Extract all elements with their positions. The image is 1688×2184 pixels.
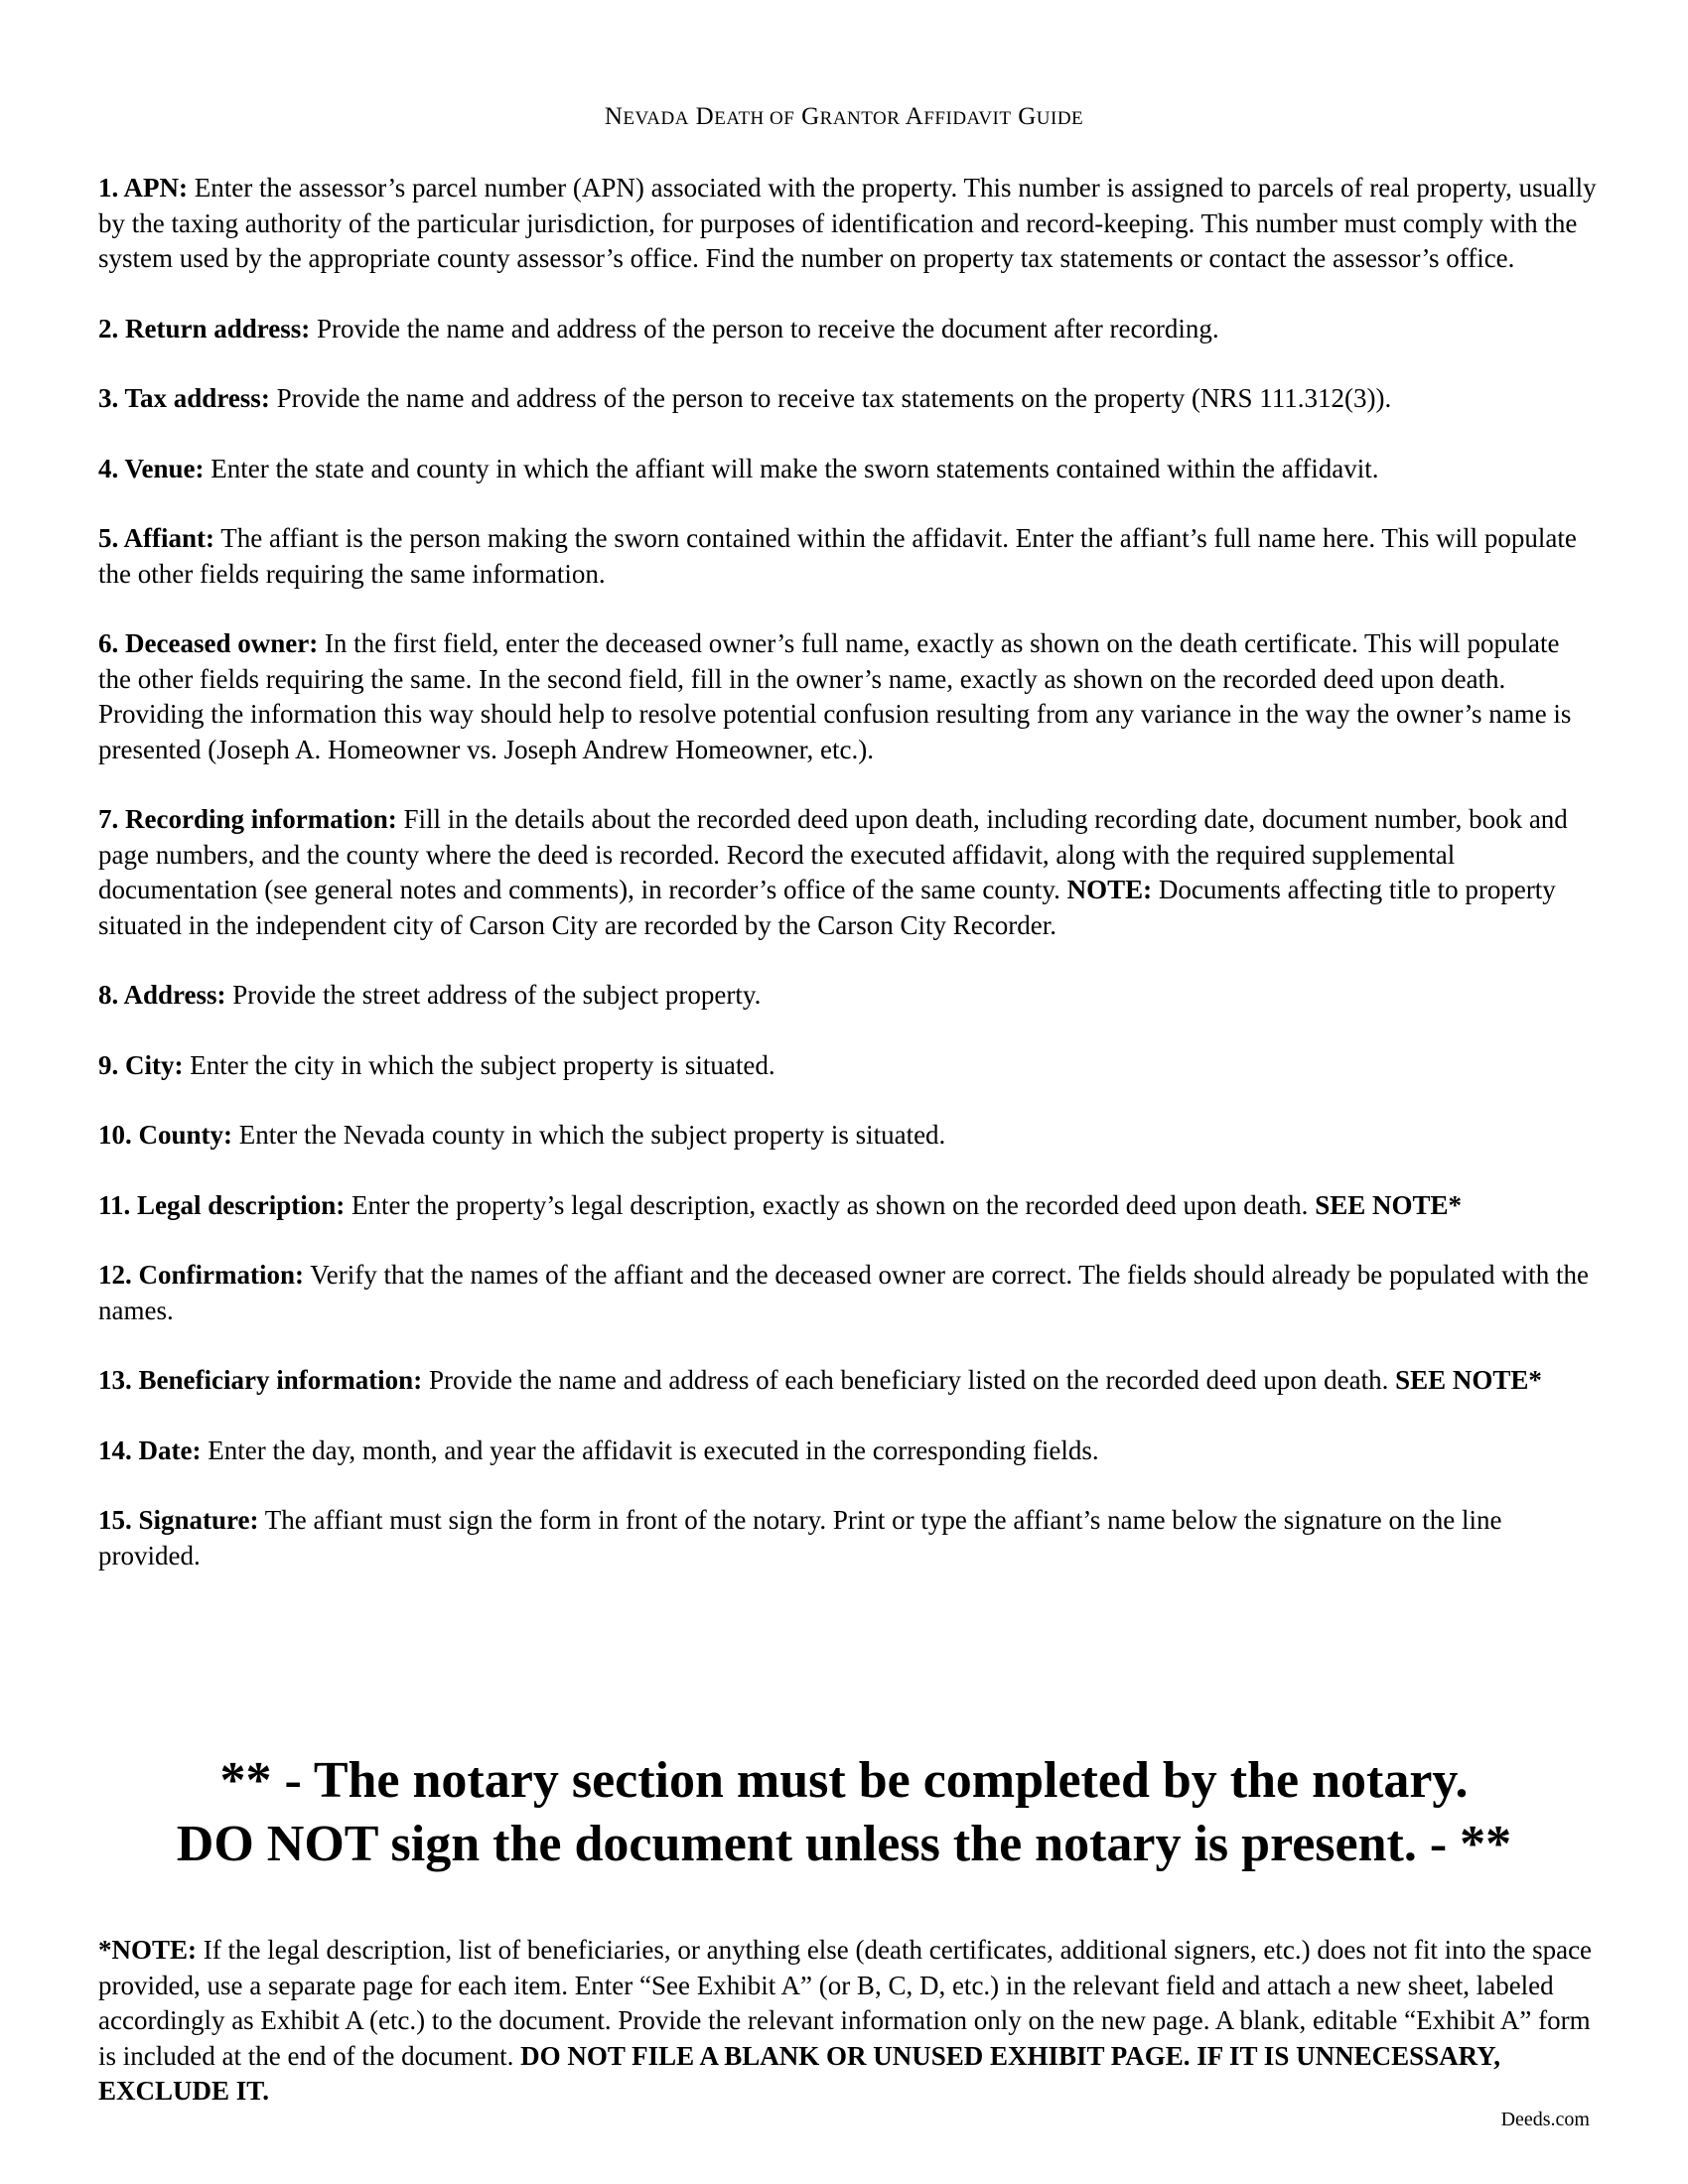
instruction-signature: 15. Signature: The affiant must sign the form in front of the notary. Print or type the affiant’s name below the signature on the line provided. — [98, 1505, 1502, 1570]
instruction-city: 9. City: Enter the city in which the subject property is situated. — [98, 1049, 775, 1080]
notary-warning — [0, 1749, 1688, 1876]
instruction-apn: 1. APN: Enter the assessor’s parcel number (APN) associated with the property. This number is assigned to parcels of real property, usually by the taxing authority of the particular jurisdiction, for purposes of identification and record-keeping. This number must comply with the system used by the appropriate county assessor’s office. Find the number on property tax statements or contact the assessor’s office. — [98, 173, 1597, 273]
instruction-confirmation: 12. Confirmation: Verify that the names of the affiant and the deceased owner are correct. The fields should already be populated with the names. — [98, 1260, 1589, 1325]
instruction-beneficiary-information: 13. Beneficiary information: Provide the name and address of each beneficiary listed on the recorded deed upon death. SEE NOTE* — [98, 1365, 1542, 1395]
instruction-deceased-owner: 6. Deceased owner: In the first field, enter the deceased owner’s full name, exactly as shown on the death certificate. This will populate the other fields requiring the same. In the second field, fill in the owner’s name, exactly as shown on the recorded deed upon death. Providing the information this way should help to resolve potential confusion resulting from any variance in the way the owner’s name is presented (Joseph A. Homeowner vs. Joseph Andrew Homeowner, etc.). — [98, 628, 1572, 764]
notary-warning-line-1: ** - The notary section must be completed by the notary. — [219, 1752, 1469, 1809]
notary-warning-line-2: DO NOT sign the document unless the notary is present. - ** — [176, 1816, 1512, 1872]
instruction-date: 14. Date: Enter the day, month, and year the affidavit is executed in the corresponding fields. — [98, 1434, 1099, 1465]
instruction-address: 8. Address: Provide the street address of the subject property. — [98, 980, 762, 1010]
instruction-affiant: 5. Affiant: The affiant is the person making the sworn contained within the affidavit. Enter the affiant’s full name here. This will populate the other fields requiring the same information. — [98, 523, 1577, 589]
instruction-venue: 4. Venue: Enter the state and county in which the affiant will make the sworn statements contained within the affidavit. — [98, 453, 1379, 483]
page-title: NEVADA DEATH OF GRANTOR AFFIDAVIT GUIDE — [604, 103, 1084, 130]
instruction-county: 10. County: Enter the Nevada county in which the subject property is situated. — [98, 1120, 946, 1150]
instruction-return-address: 2. Return address: Provide the name and address of the person to receive the document after recording. — [98, 313, 1219, 343]
brand-footer: Deeds.com — [1500, 2109, 1590, 2130]
instruction-list — [98, 171, 1598, 1608]
instruction-legal-description: 11. Legal description: Enter the property’s legal description, exactly as shown on the recorded deed upon death. SEE NOTE* — [98, 1189, 1462, 1220]
instruction-tax-address: 3. Tax address: Provide the name and address of the person to receive tax statements on the property (NRS 111.312(3)). — [98, 383, 1392, 413]
footnote: *NOTE: If the legal description, list of beneficiaries, or anything else (death certificates, additional signers, etc.) does not fit into the space provided, use a separate page for each item. Enter “See Exhibit A” (or B, C, D, etc.) in the relevant field and attach a new sheet, labeled accordingly as Exhibit A (etc.) to the document. Provide the relevant information only on the new page. A blank, editable “Exhibit A” form is included at the end of the document. DO NOT FILE A BLANK OR UNUSED EXHIBIT PAGE. IF IT IS UNNECESSARY, EXCLUDE IT. — [98, 1935, 1593, 2106]
instruction-recording-information: 7. Recording information: Fill in the details about the recorded deed upon death, including recording date, document number, book and page numbers, and the county where the deed is recorded. Record the executed affidavit, along with the required supplemental documentation (see general notes and comments), in recorder’s office of the same county. NOTE: Documents affecting title to property situated in the independent city of Carson City are recorded by the Carson City Recorder. — [98, 804, 1568, 940]
